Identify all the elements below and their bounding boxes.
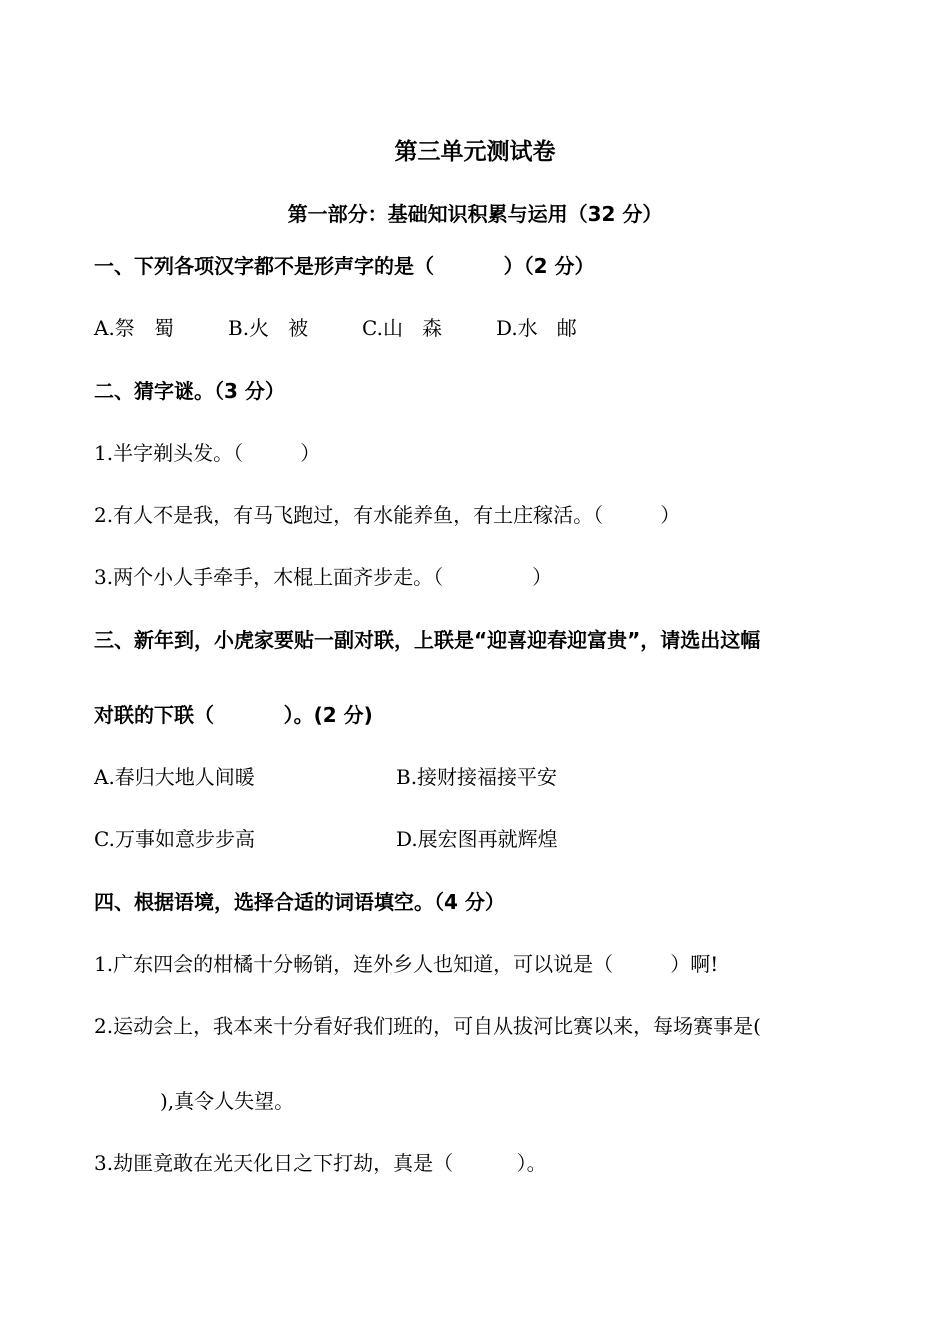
- question-2-heading: 二、猜字谜。（3 分）: [94, 379, 285, 403]
- question-4-item-2: 2.运动会上，我本来十分看好我们班的，可自从拔河比赛以来，每场赛事是(: [94, 1014, 761, 1038]
- question-4-item-1: 1.广东四会的柑橘十分畅销，连外乡人也知道，可以说是（ ）啊!: [94, 952, 719, 976]
- question-1-option-d: D.水 邮: [496, 316, 577, 340]
- question-1-option-b: B.火 被: [228, 316, 309, 340]
- question-3-heading-line-2: 对联的下联（ ）。(2 分): [94, 703, 373, 727]
- question-3-heading-line-1: 三、新年到，小虎家要贴一副对联，上联是“迎喜迎春迎富贵”，请选出这幅: [94, 628, 761, 652]
- question-1-option-c: C.山 森: [362, 316, 443, 340]
- question-2-item-2: 2.有人不是我，有马飞跑过，有水能养鱼，有土庄稼活。（ ）: [94, 503, 681, 527]
- question-4-heading: 四、根据语境，选择合适的词语填空。（4 分）: [94, 890, 505, 914]
- question-3-option-a: A.春归大地人间暖: [94, 765, 255, 789]
- question-1-heading: 一、下列各项汉字都不是形声字的是（ ）（2 分）: [94, 254, 595, 278]
- question-3-option-d: D.展宏图再就辉煌: [396, 827, 558, 851]
- question-2-item-1: 1.半字剃头发。（ ）: [94, 441, 321, 465]
- question-2-item-3: 3.两个小人手牵手，木棍上面齐步走。（ ）: [94, 565, 553, 589]
- part-heading: 第一部分：基础知识积累与运用（32 分）: [287, 202, 663, 226]
- question-3-option-b: B.接财接福接平安: [396, 765, 558, 789]
- page-title: 第三单元测试卷: [394, 139, 556, 165]
- question-3-option-c: C.万事如意步步高: [94, 827, 255, 851]
- question-4-item-3: 3.劫匪竟敢在光天化日之下打劫，真是（ ）。: [94, 1151, 547, 1175]
- question-1-option-a: A.祭 蜀: [94, 316, 174, 340]
- question-4-item-2-continuation: ),真令人失望。: [160, 1089, 295, 1113]
